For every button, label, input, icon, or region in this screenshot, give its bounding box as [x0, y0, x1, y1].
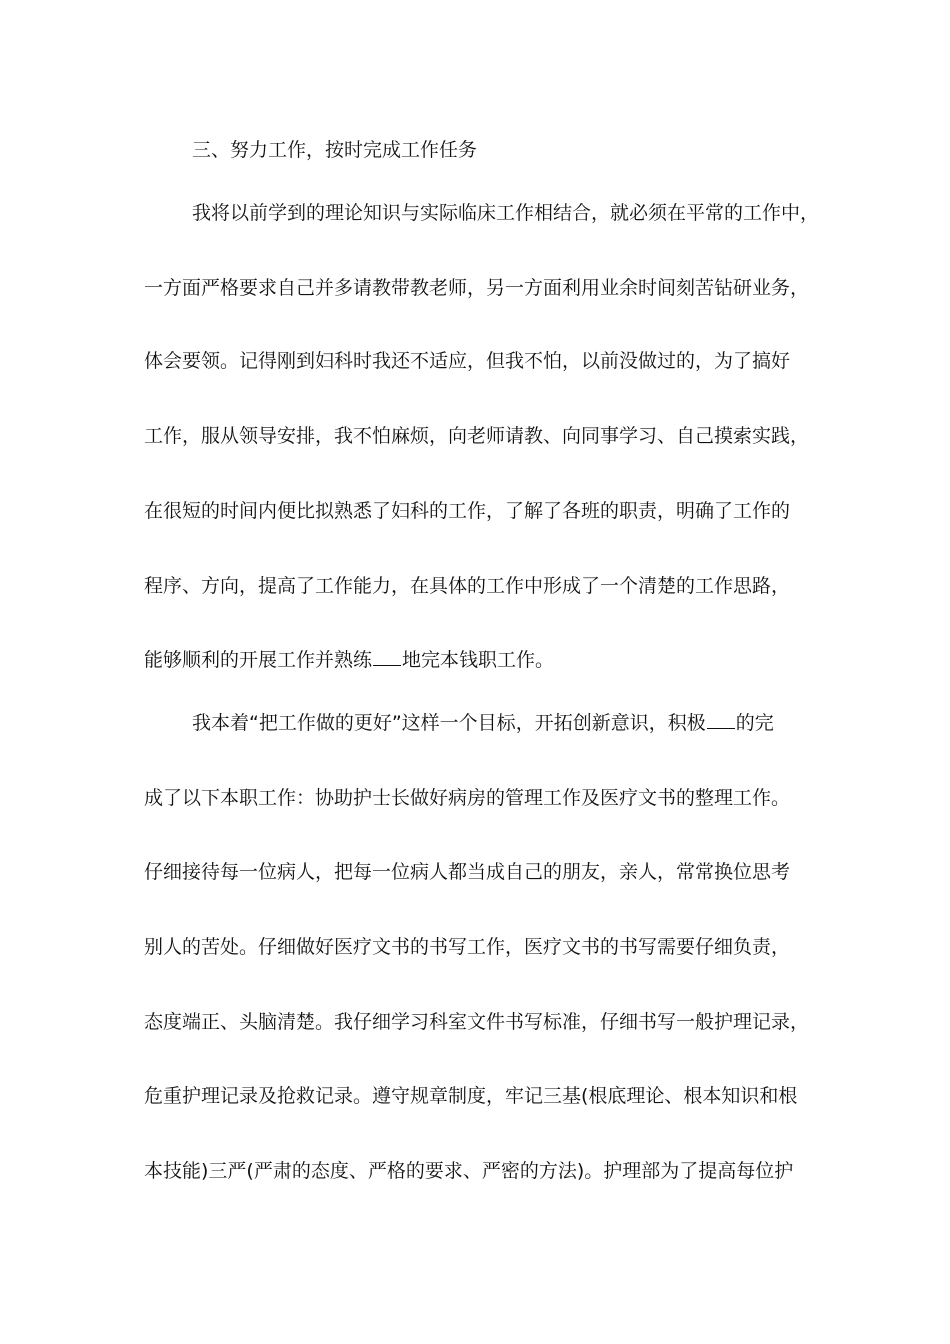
paragraph-line: 仔细接待每一位病人，把每一位病人都当成自己的朋友，亲人，常常换位思考	[144, 861, 791, 883]
text-segment: 能够顺利的开展工作并熟练	[144, 649, 373, 671]
text-segment: 我本着“把工作做的更好”这样一个目标，开拓创新意识，积极	[192, 712, 706, 734]
paragraph-line: 我将以前学到的理论知识与实际临床工作相结合，就必须在平常的工作中，	[192, 202, 820, 224]
paragraph-line	[144, 648, 554, 672]
paragraph-line: 程序、方向，提高了工作能力，在具体的工作中形成了一个清楚的工作思路，	[144, 575, 791, 597]
paragraph-line: 一方面严格要求自己并多请教带教老师，另一方面利用业余时间刻苦钻研业务，	[144, 277, 810, 299]
text-segment: 的完	[735, 712, 774, 734]
paragraph-line: 体会要领。记得刚到妇科时我还不适应，但我不怕，以前没做过的，为了搞好	[144, 350, 791, 372]
section-heading: 三、努力工作，按时完成工作任务	[192, 139, 478, 161]
fill-in-blank	[707, 727, 735, 729]
paragraph-line: 危重护理记录及抢救记录。遵守规章制度，牢记三基(根底理论、根本知识和根	[144, 1085, 798, 1107]
paragraph-line	[192, 711, 774, 735]
paragraph-line: 在很短的时间内便比拟熟悉了妇科的工作，了解了各班的职责，明确了工作的	[144, 500, 791, 522]
paragraph-line: 工作，服从领导安排，我不怕麻烦，向老师请教、向同事学习、自己摸索实践，	[144, 425, 810, 447]
text-segment: 地完本钱职工作。	[402, 649, 555, 671]
paragraph-line: 本技能)三严(严肃的态度、严格的要求、严密的方法)。护理部为了提高每位护	[144, 1160, 794, 1182]
paragraph-line: 态度端正、头脑清楚。我仔细学习科室文件书写标准，仔细书写一般护理记录，	[144, 1011, 810, 1033]
paragraph-line: 别人的苦处。仔细做好医疗文书的书写工作，医疗文书的书写需要仔细负责，	[144, 936, 791, 958]
fill-in-blank	[373, 664, 401, 666]
paragraph-line: 成了以下本职工作：协助护士长做好病房的管理工作及医疗文书的整理工作。	[144, 787, 791, 809]
